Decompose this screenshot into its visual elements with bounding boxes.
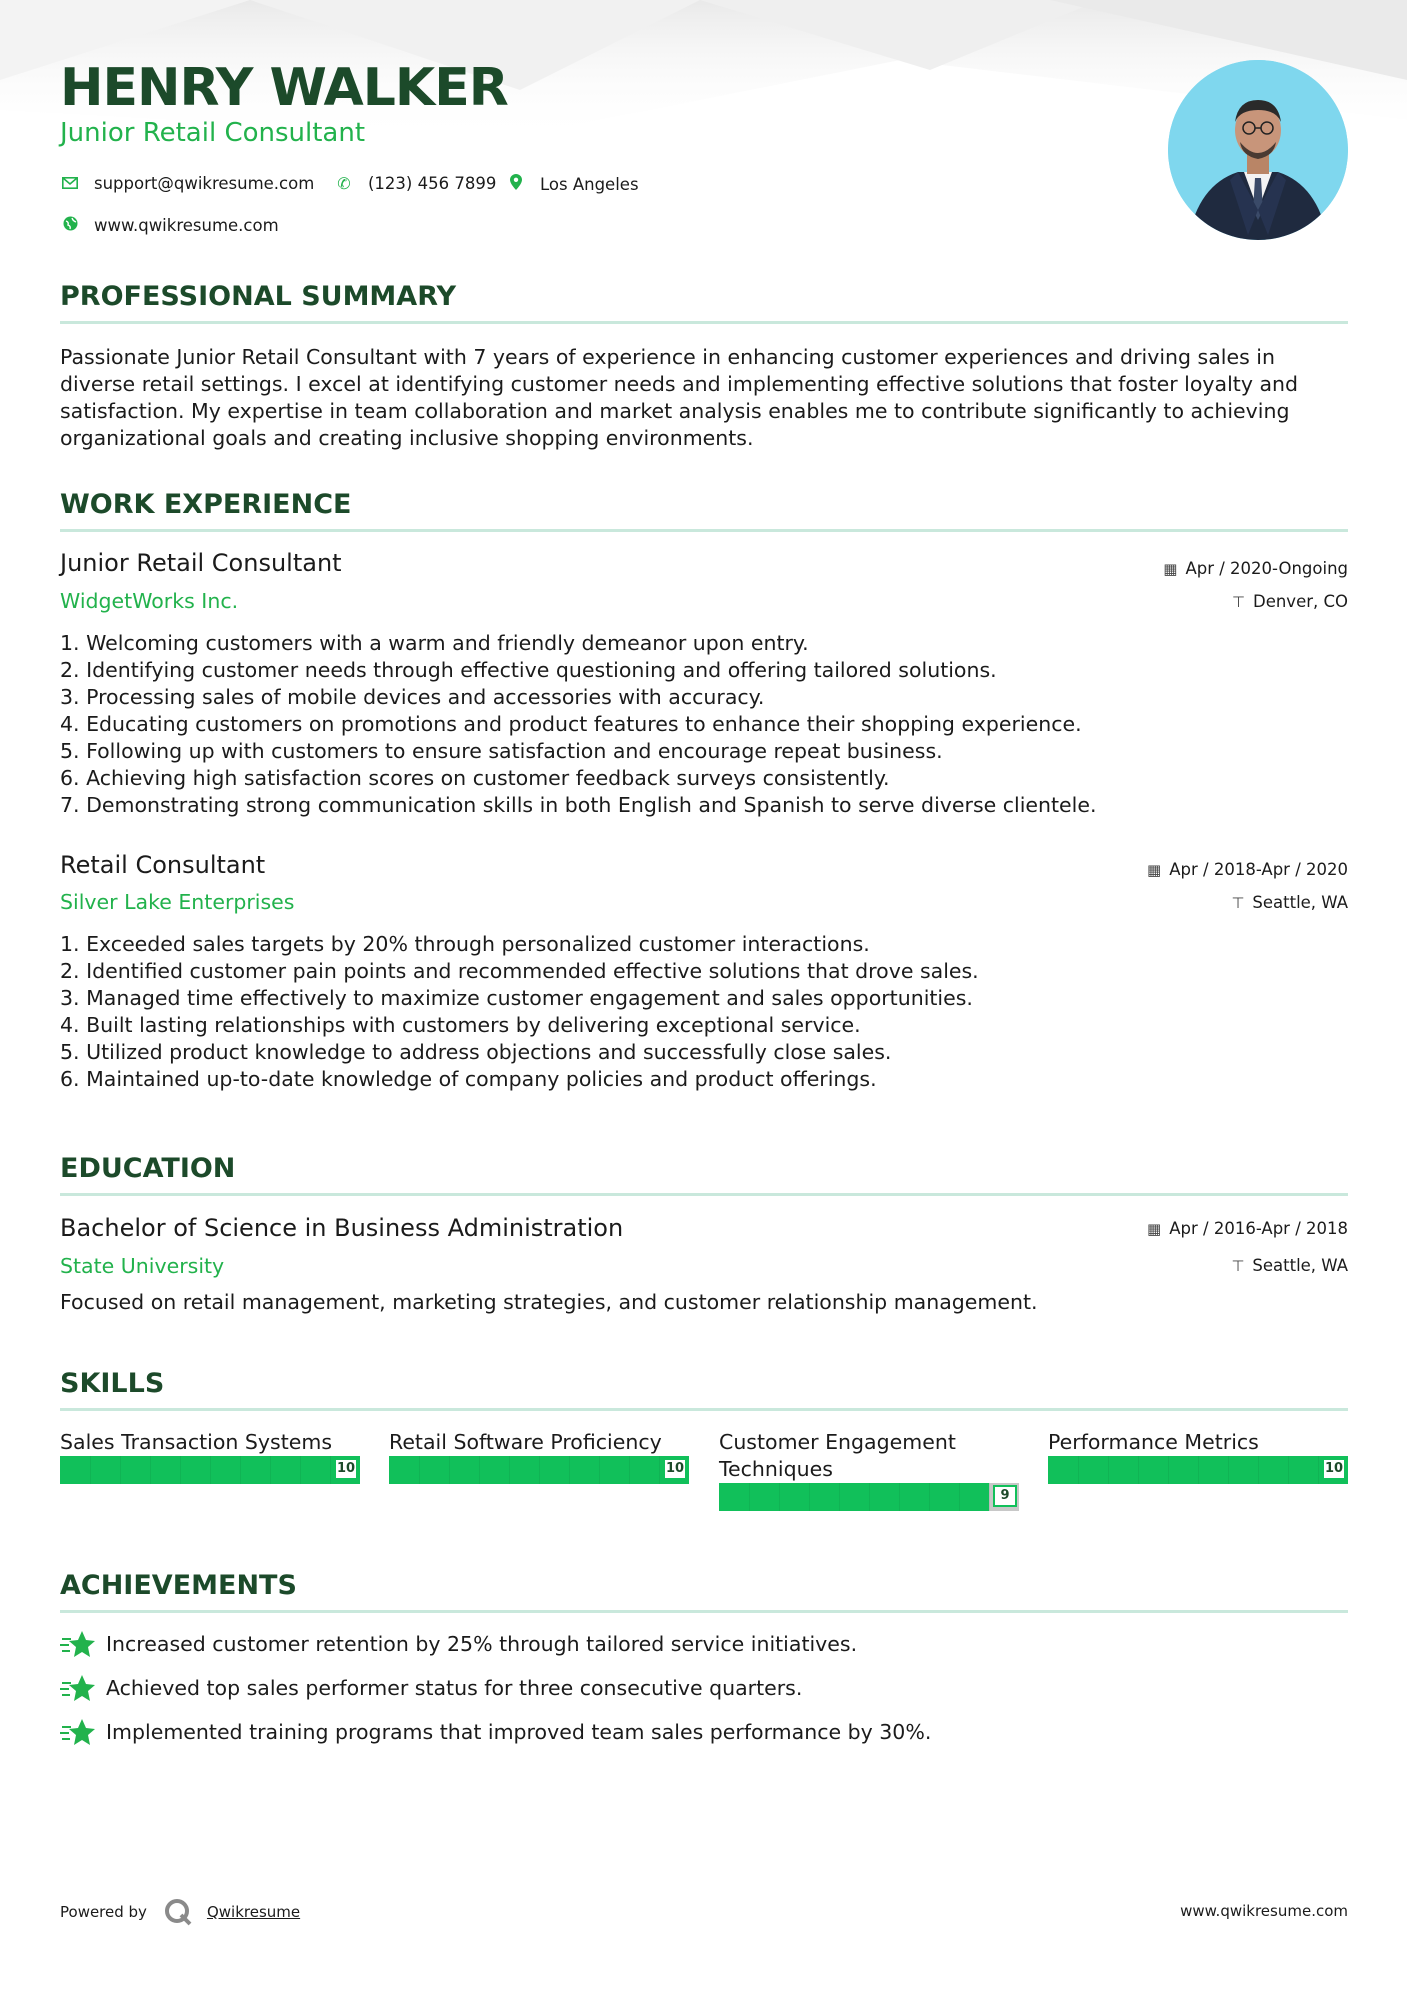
list-item: 6. Maintained up-to-date knowledge of company policies and product offerings. (60, 1067, 877, 1091)
pin-icon: ⊤ (1231, 1256, 1245, 1275)
list-item: 3. Managed time effectively to maximize customer engagement and sales opportunities. (60, 986, 973, 1010)
skill-bar-segment (150, 1456, 151, 1484)
achievement-text: Implemented training programs that improved team sales performance by 30%. (106, 1720, 932, 1744)
section-title-education: EDUCATION (60, 1153, 236, 1184)
contact-phone[interactable] (334, 174, 496, 193)
skill-bar-segment (989, 1483, 990, 1511)
footer-website[interactable]: www.qwikresume.com (1180, 1902, 1348, 1920)
skill-bar-segment (899, 1483, 900, 1511)
skill-bar-segment (599, 1456, 600, 1484)
skill-bar-segment (240, 1456, 241, 1484)
education-dates (1147, 1219, 1348, 1238)
job-bullets (60, 931, 1350, 1093)
job-company: Silver Lake Enterprises (60, 890, 295, 914)
skill-bar-segment (569, 1456, 570, 1484)
globe-icon (60, 216, 80, 235)
skill-bar-segment (1198, 1456, 1199, 1484)
summary-text (60, 344, 1350, 452)
skill-bar-segment (1288, 1456, 1289, 1484)
phone-icon: ✆ (337, 174, 351, 193)
section-title-summary: PROFESSIONAL SUMMARY (60, 281, 457, 312)
email-text: support@qwikresume.com (94, 174, 315, 193)
list-item: 2. Identified customer pain points and recommended effective solutions that drove sales. (60, 959, 979, 983)
skill-bar-segment (419, 1456, 420, 1484)
skill-bar-segment (809, 1483, 810, 1511)
job-location (1232, 592, 1348, 611)
education-location (1231, 1256, 1348, 1275)
map-pin-icon (506, 174, 526, 194)
skill-bar (389, 1456, 689, 1484)
section-divider (60, 1408, 1348, 1411)
location-text: Los Angeles (540, 174, 639, 194)
skill-item (389, 1429, 689, 1484)
skill-bar-segment (659, 1456, 660, 1484)
pin-icon: ⊤ (1231, 893, 1245, 912)
skill-bar-segment (479, 1456, 480, 1484)
list-item: 4. Educating customers on promotions and product features to enhance their shopping experience. (60, 712, 1082, 736)
skill-bar-segment (1138, 1456, 1139, 1484)
section-divider (60, 529, 1348, 532)
calendar-icon: ▦ (1147, 860, 1162, 879)
star-icon (60, 1673, 96, 1703)
skill-item (719, 1429, 1019, 1511)
skill-bar-segment (1168, 1456, 1169, 1484)
list-item: 3. Processing sales of mobile devices and accessories with accuracy. (60, 685, 765, 709)
skill-bar-fill (719, 1483, 989, 1511)
job-role: Retail Consultant (60, 851, 266, 879)
section-divider (60, 1193, 1348, 1196)
contact-email[interactable] (60, 174, 314, 193)
skill-bar (1048, 1456, 1348, 1484)
education-dates-text: Apr / 2016-Apr / 2018 (1169, 1219, 1348, 1238)
candidate-name: HENRY WALKER (60, 58, 508, 118)
achievement-item (60, 1629, 857, 1659)
skill-bar-segment (839, 1483, 840, 1511)
education-school: State University (60, 1254, 225, 1278)
job-dates-text: Apr / 2018-Apr / 2020 (1169, 860, 1348, 879)
summary-line: diverse retail settings. I excel at identifying customer needs and implementing effective solutions that foster loyalty and (60, 372, 1299, 396)
skill-bar-segment (1078, 1456, 1079, 1484)
skill-bar-segment (869, 1483, 870, 1511)
skill-bar (719, 1483, 1019, 1511)
list-item: 6. Achieving high satisfaction scores on customer feedback surveys consistently. (60, 766, 890, 790)
list-item: 5. Following up with customers to ensure satisfaction and encourage repeat business. (60, 739, 943, 763)
calendar-icon: ▦ (1147, 1219, 1162, 1238)
skill-level: 10 (663, 1458, 687, 1480)
section-title-skills: SKILLS (60, 1368, 165, 1399)
education-description: Focused on retail management, marketing strategies, and customer relationship management. (60, 1290, 1038, 1314)
qwikresume-logo-icon (163, 1897, 193, 1927)
skill-bar-segment (929, 1483, 930, 1511)
list-item: 7. Demonstrating strong communication skills in both English and Spanish to serve diverse clientele. (60, 793, 1097, 817)
summary-line: organizational goals and creating inclusive shopping environments. (60, 426, 754, 450)
skill-bar-segment (509, 1456, 510, 1484)
section-title-achievements: ACHIEVEMENTS (60, 1570, 297, 1601)
skill-bar-segment (330, 1456, 331, 1484)
job-dates (1147, 860, 1348, 879)
skill-bar-segment (90, 1456, 91, 1484)
powered-by-text: Powered by (60, 1903, 147, 1921)
skill-name: Retail Software Proficiency (389, 1430, 662, 1454)
job-role: Junior Retail Consultant (60, 549, 342, 577)
skill-item (60, 1429, 360, 1484)
skill-bar-segment (1228, 1456, 1229, 1484)
achievement-item (60, 1673, 802, 1703)
skill-name: Sales Transaction Systems (60, 1430, 332, 1454)
envelope-icon (60, 174, 80, 193)
contact-location (506, 174, 639, 194)
education-degree: Bachelor of Science in Business Administration (60, 1214, 624, 1242)
job-location-text: Seattle, WA (1252, 893, 1348, 912)
footer-powered-by (60, 1897, 300, 1927)
skill-level: 9 (993, 1485, 1017, 1507)
skill-bar-segment (1318, 1456, 1319, 1484)
education-location-text: Seattle, WA (1252, 1256, 1348, 1275)
contact-website[interactable] (60, 216, 279, 235)
list-item: 2. Identifying customer needs through effective questioning and offering tailored solutions. (60, 658, 997, 682)
skill-bar-segment (629, 1456, 630, 1484)
list-item: 4. Built lasting relationships with customers by delivering exceptional service. (60, 1013, 861, 1037)
job-dates (1163, 559, 1348, 578)
skill-level: 10 (334, 1458, 358, 1480)
list-item: 1. Welcoming customers with a warm and friendly demeanor upon entry. (60, 631, 809, 655)
star-icon (60, 1629, 96, 1659)
calendar-icon: ▦ (1163, 559, 1178, 578)
list-item: 1. Exceeded sales targets by 20% through personalized customer interactions. (60, 932, 870, 956)
skill-bar-segment (539, 1456, 540, 1484)
skill-bar (60, 1456, 360, 1484)
phone-text: (123) 456 7899 (368, 174, 497, 193)
skill-bar-segment (779, 1483, 780, 1511)
job-bullets (60, 630, 1350, 819)
candidate-title: Junior Retail Consultant (60, 118, 366, 148)
website-text: www.qwikresume.com (94, 216, 279, 235)
summary-line: satisfaction. My expertise in team collaboration and market analysis enables me to contribute significantly to achieving (60, 399, 1290, 423)
achievement-item (60, 1717, 931, 1747)
job-location-text: Denver, CO (1252, 592, 1348, 611)
achievement-text: Achieved top sales performer status for three consecutive quarters. (106, 1676, 803, 1700)
skill-item (1048, 1429, 1348, 1484)
skill-bar-segment (1258, 1456, 1259, 1484)
skill-bar-segment (180, 1456, 181, 1484)
profile-photo (1168, 60, 1348, 240)
skill-bar-segment (959, 1483, 960, 1511)
brand-link[interactable]: Qwikresume (206, 1903, 301, 1921)
achievement-text: Increased customer retention by 25% through tailored service initiatives. (106, 1632, 858, 1656)
job-company: WidgetWorks Inc. (60, 589, 239, 613)
skill-bar-segment (120, 1456, 121, 1484)
skill-name: Customer Engagement Techniques (719, 1430, 956, 1481)
skill-bar-segment (749, 1483, 750, 1511)
job-dates-text: Apr / 2020-Ongoing (1185, 559, 1348, 578)
skill-bar-segment (1108, 1456, 1109, 1484)
pin-icon: ⊤ (1231, 592, 1245, 611)
skill-level: 10 (1322, 1458, 1346, 1480)
section-divider (60, 321, 1348, 324)
skill-bar-segment (300, 1456, 301, 1484)
skill-bar-segment (270, 1456, 271, 1484)
skill-bar-segment (449, 1456, 450, 1484)
job-location (1231, 893, 1348, 912)
list-item: 5. Utilized product knowledge to address objections and successfully close sales. (60, 1040, 892, 1064)
skill-name: Performance Metrics (1048, 1430, 1259, 1454)
section-title-experience: WORK EXPERIENCE (60, 489, 352, 520)
section-divider (60, 1610, 1348, 1613)
summary-line: Passionate Junior Retail Consultant with 7 years of experience in enhancing customer experiences and driving sales in (60, 345, 1275, 369)
skill-bar-segment (210, 1456, 211, 1484)
star-icon (60, 1717, 96, 1747)
